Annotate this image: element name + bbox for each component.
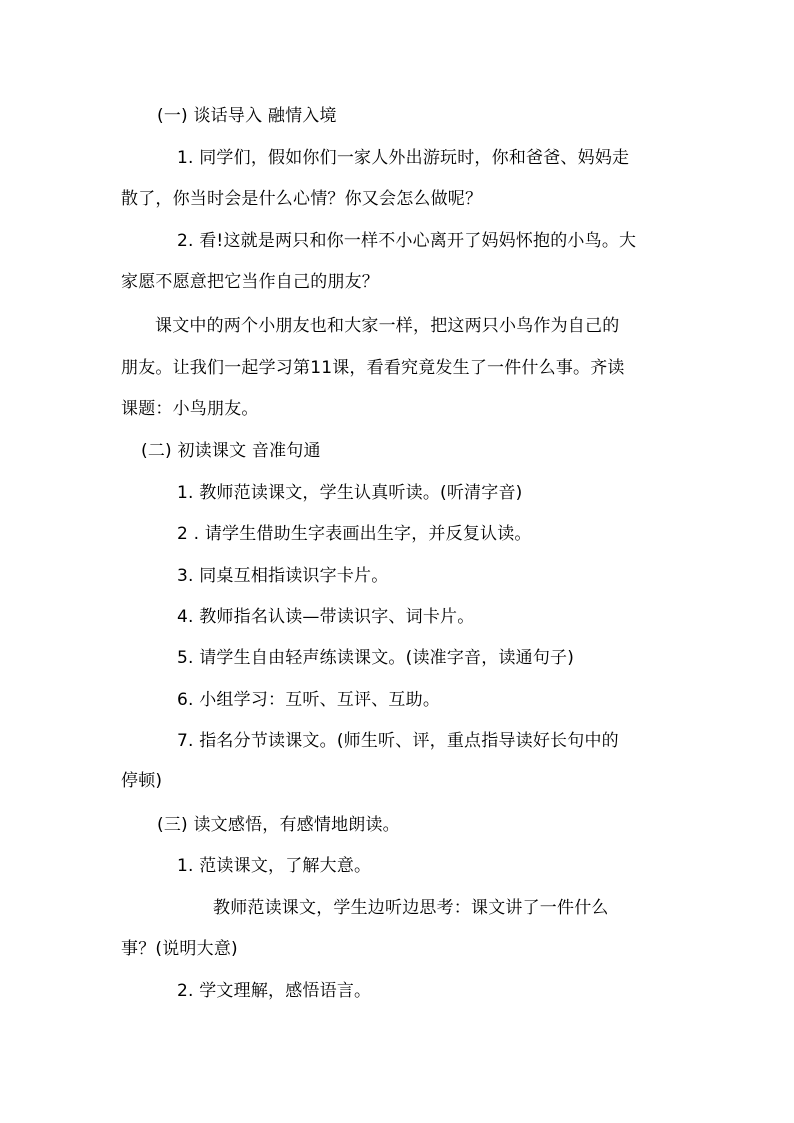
paragraph-line: 1. 同学们，假如你们一家人外出游玩时，你和爸爸、妈妈走 [177,148,630,168]
paragraph-line: 家愿不愿意把它当作自己的朋友？ [121,272,379,292]
list-item: 3. 同桌互相指读识字卡片。 [177,566,389,586]
paragraph-line: 事？(说明大意) [121,939,238,959]
list-item: 1. 范读课文，了解大意。 [177,856,372,876]
list-item-continuation: 停顿) [121,771,163,791]
list-item: 2 . 请学生借助生字表画出生字，并反复认读。 [177,524,532,544]
list-item: 6. 小组学习：互听、互评、互助。 [177,690,441,710]
paragraph-line: 教师范读课文，学生边听边思考：课文讲了一件什么 [213,898,609,918]
paragraph-line: 朋友。让我们一起学习第11课，看看究竟发生了一件什么事。齐读 [121,358,625,378]
paragraph-line: 课题：小鸟朋友。 [121,399,259,419]
list-item: 1. 教师范读课文，学生认真听读。(听清字音) [177,483,523,503]
section-heading-1: (一) 谈话导入 融情入境 [157,106,337,126]
paragraph-line: 课文中的两个小朋友也和大家一样，把这两只小鸟作为自己的 [155,316,620,336]
list-item: 2. 学文理解，感悟语言。 [177,981,372,1001]
paragraph-line: 散了，你当时会是什么心情？你又会怎么做呢？ [121,189,483,209]
list-item: 7. 指名分节读课文。(师生听、评，重点指导读好长句中的 [177,731,619,751]
section-heading-3: (三) 读文感悟，有感情地朗读。 [157,815,400,835]
list-item: 4. 教师指名认读—带读识字、词卡片。 [177,607,475,627]
paragraph-line: 2. 看!这就是两只和你一样不小心离开了妈妈怀抱的小鸟。大 [177,231,637,251]
list-item: 5. 请学生自由轻声练读课文。(读准字音，读通句子) [177,648,575,668]
section-heading-2: (二) 初读课文 音准句通 [141,441,321,461]
